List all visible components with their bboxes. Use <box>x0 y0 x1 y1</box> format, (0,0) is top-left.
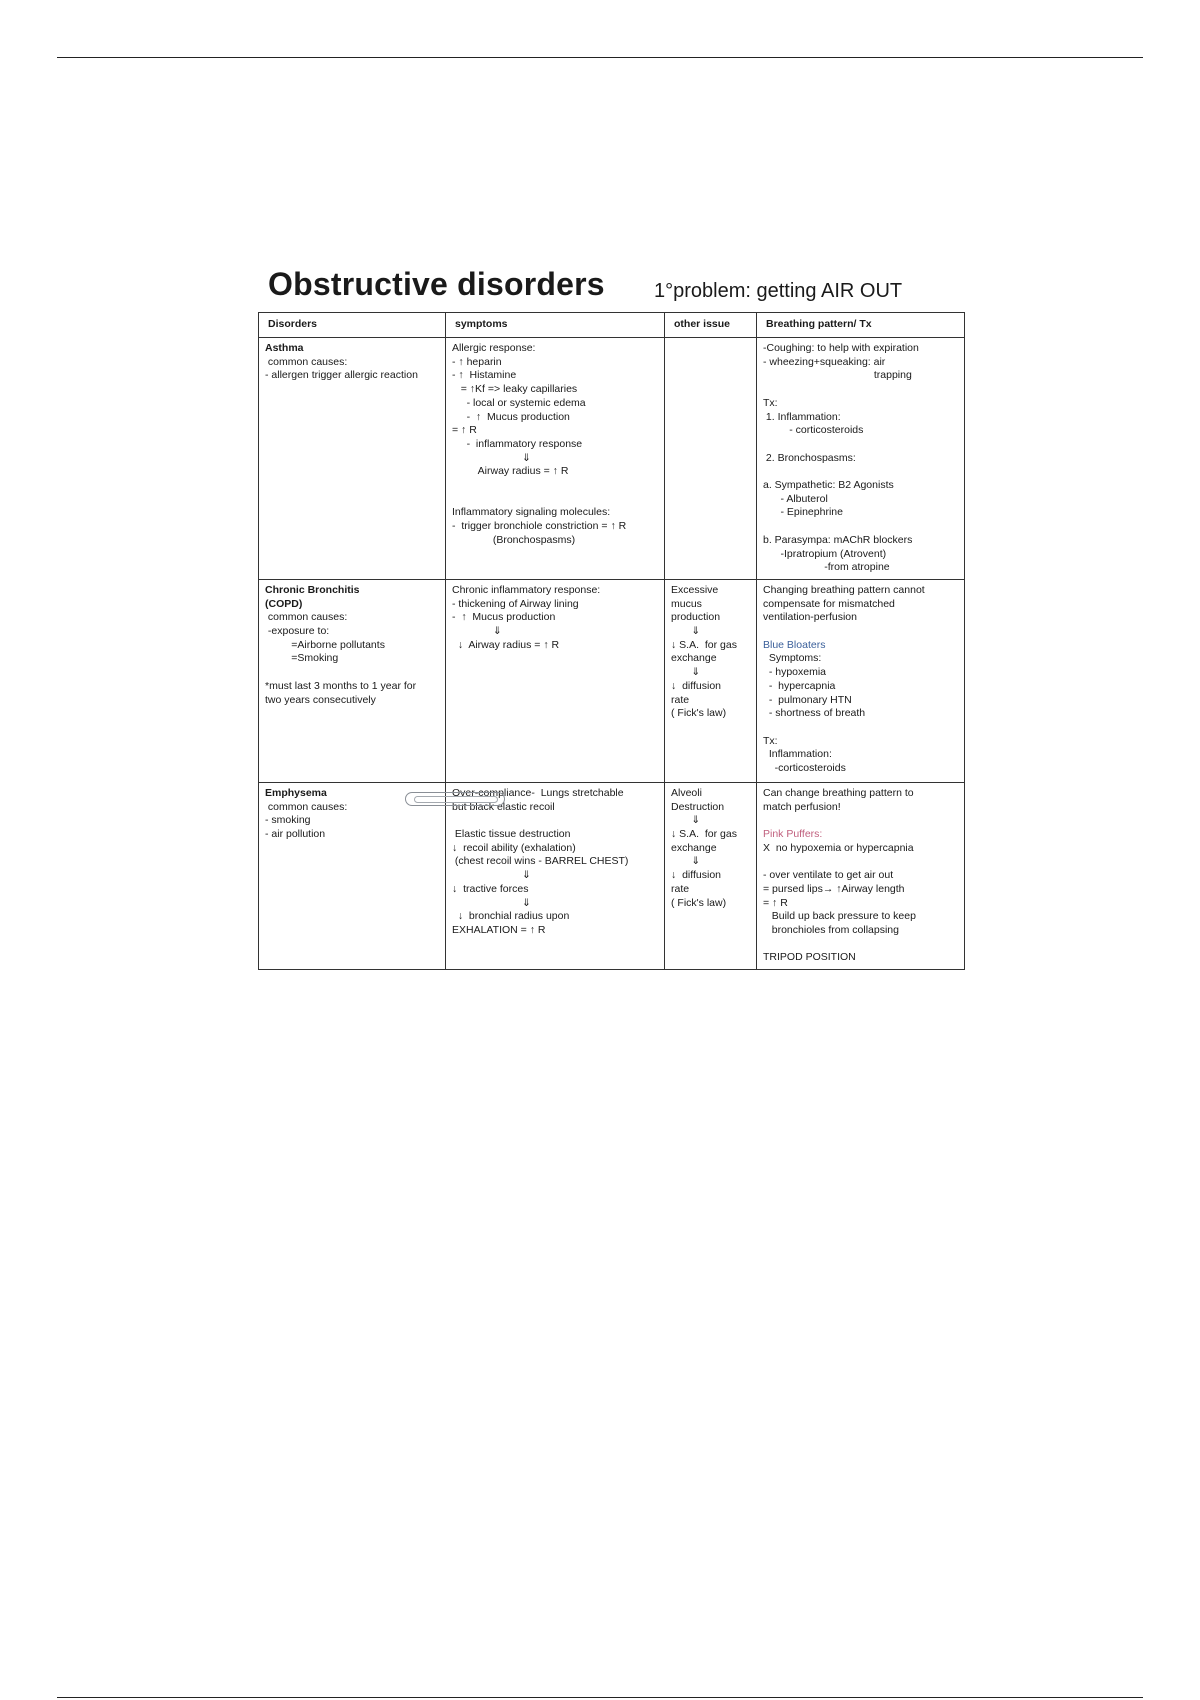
disorder-name: Asthma <box>265 342 304 354</box>
breathing-text: Can change breathing pattern to match perfusion! <box>763 786 914 813</box>
symptoms-cell: Over-compliance- Lungs stretchable but black elastic recoil Elastic tissue destruction ↓ recoil ability (exhalation) (chest recoil wins - BARREL CHEST) ⇓ ↓ tractive forces ⇓ ↓ bronchial radius upon EXHALATION = ↑ R <box>446 782 665 969</box>
page-subtitle: 1°problem: getting AIR OUT <box>654 280 903 302</box>
header-disorders: Disorders <box>259 313 446 338</box>
breathing-cell <box>757 782 965 969</box>
table-row <box>259 579 965 782</box>
disorder-name: Emphysema <box>265 786 327 799</box>
title-row <box>258 262 964 312</box>
table-row <box>259 338 965 580</box>
disorder-detail: common causes: - smoking - air pollution <box>265 800 348 841</box>
other-issue-cell: Alveoli Destruction ⇓ ↓ S.A. for gas exchange ⇓ ↓ diffusion rate ( Fick's law) <box>665 782 757 969</box>
other-issue-cell <box>665 338 757 580</box>
blue-bloaters-label: Blue Bloaters <box>763 638 826 651</box>
paperclip-icon <box>405 792 505 806</box>
header-symptoms: symptoms <box>446 313 665 338</box>
symptoms-cell: Allergic response: - ↑ heparin - ↑ Histamine = ↑Kf => leaky capillaries - local or systemic edema - ↑ Mucus production = ↑ R - inflammatory response ⇓ Airway radius = ↑ R Inflammatory signaling molecules: - trigger bronchiole constriction = ↑ R (Bronchospasms) <box>446 338 665 580</box>
breathing-text: Changing breathing pattern cannot compensate for mismatched ventilation-perfusion <box>763 583 925 624</box>
disorder-cell <box>259 579 446 782</box>
document-page <box>258 262 964 964</box>
header-row <box>259 313 965 338</box>
breathing-text: X no hypoxemia or hypercapnia - over ventilate to get air out = pursed lips→ ↑Airway length = ↑ R Build up back pressure to keep bronchioles from collapsing TRIPOD POSITION <box>763 841 916 964</box>
disorders-table <box>258 312 965 970</box>
breathing-cell <box>757 579 965 782</box>
other-issue-cell: Excessive mucus production ⇓ ↓ S.A. for gas exchange ⇓ ↓ diffusion rate ( Fick's law) <box>665 579 757 782</box>
breathing-text: Symptoms: - hypoxemia - hypercapnia - pulmonary HTN - shortness of breath Tx: Inflammation: -corticosteroids <box>763 652 866 775</box>
breathing-cell: -Coughing: to help with expiration - wheezing+squeaking: air trapping Tx: 1. Inflammation: - corticosteroids 2. Bronchospasms: a. Sympathetic: B2 Agonists - Albuterol - Epinephrine b. Parasympa: mAChR blockers -Ipratropium (Atrovent) -from atropine <box>757 338 965 580</box>
header-breathing-pattern: Breathing pattern/ Tx <box>757 313 965 338</box>
pink-puffers-label: Pink Puffers: <box>763 828 823 841</box>
header-other-issue: other issue <box>665 313 757 338</box>
disorder-detail: common causes: -exposure to: =Airborne pollutants =Smoking *must last 3 months to 1 year for two years consecutively <box>265 611 417 706</box>
top-rule <box>57 57 1143 58</box>
disorder-detail: common causes: - allergen trigger allergic reaction <box>265 355 418 382</box>
bottom-rule <box>57 1697 1143 1698</box>
disorder-cell <box>259 782 446 969</box>
symptoms-cell: Chronic inflammatory response: - thickening of Airway lining - ↑ Mucus production ⇓ ↓ Airway radius = ↑ R <box>446 579 665 782</box>
disorder-cell <box>259 338 446 580</box>
table-row <box>259 782 965 969</box>
page-title: Obstructive disorders <box>268 266 605 302</box>
disorder-name: Chronic Bronchitis (COPD) <box>265 583 360 610</box>
